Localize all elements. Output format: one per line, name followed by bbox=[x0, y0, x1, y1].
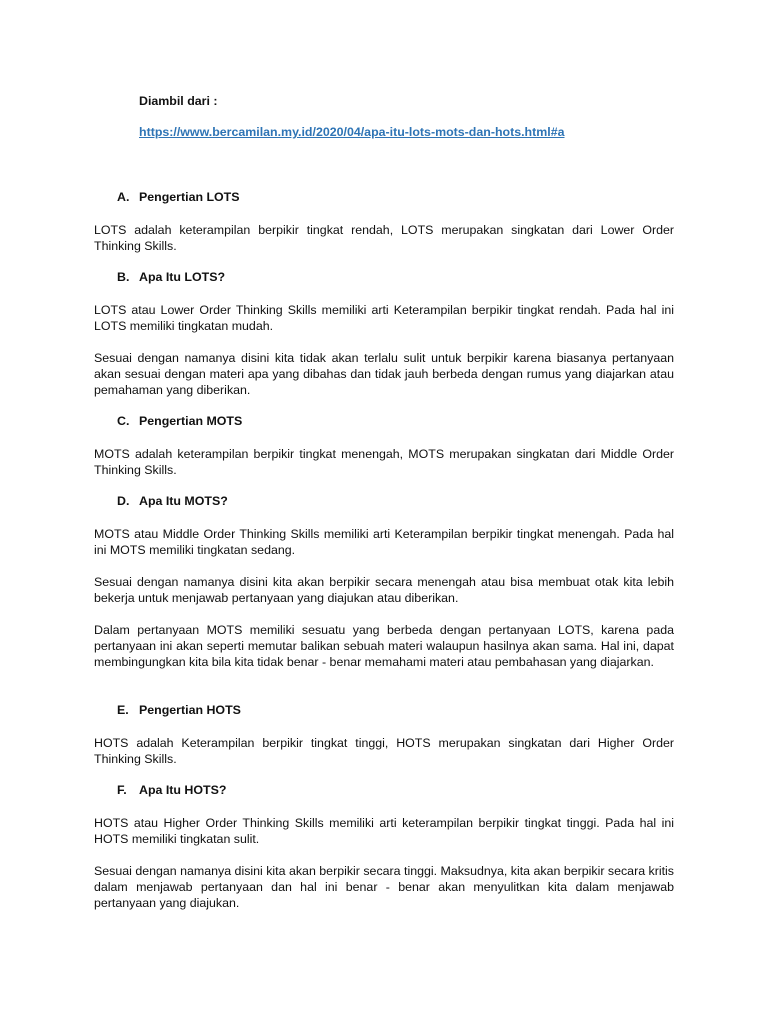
section-title: Apa Itu MOTS? bbox=[139, 494, 228, 508]
paragraph: MOTS atau Middle Order Thinking Skills memiliki arti Keterampilan berpikir tingkat menengah. Pada hal ini MOTS memiliki tingkatan sedang. bbox=[94, 527, 674, 557]
section-title: Pengertian HOTS bbox=[139, 703, 241, 717]
paragraph: MOTS adalah keterampilan berpikir tingkat menengah, MOTS merupakan singkatan dari Middle Order Thinking Skills. bbox=[94, 447, 674, 477]
section-letter: A. bbox=[117, 190, 130, 204]
section-heading-f bbox=[117, 783, 226, 797]
paragraph: Sesuai dengan namanya disini kita tidak akan terlalu sulit untuk berpikir karena biasanya pertanyaan akan sesuai dengan materi apa yang dibahas dan tidak jauh berbeda dengan rumus yang diajarkan atau pemahaman yang diberikan. bbox=[94, 351, 674, 397]
section-letter: C. bbox=[117, 414, 130, 428]
section-title: Apa Itu HOTS? bbox=[139, 783, 227, 797]
section-letter: D. bbox=[117, 494, 130, 508]
paragraph: HOTS atau Higher Order Thinking Skills memiliki arti keterampilan berpikir tingkat tinggi. Pada hal ini HOTS memiliki tingkatan sulit. bbox=[94, 816, 674, 846]
section-letter: E. bbox=[117, 703, 129, 717]
section-title: Pengertian LOTS bbox=[139, 190, 240, 204]
paragraph: HOTS adalah Keterampilan berpikir tingkat tinggi, HOTS merupakan singkatan dari Higher Order Thinking Skills. bbox=[94, 736, 674, 766]
section-heading-a bbox=[117, 190, 240, 204]
section-letter: F. bbox=[117, 783, 127, 797]
section-title: Pengertian MOTS bbox=[139, 414, 243, 428]
source-label: Diambil dari : bbox=[139, 94, 218, 108]
paragraph: LOTS atau Lower Order Thinking Skills memiliki arti Keterampilan berpikir tingkat rendah. Pada hal ini LOTS memiliki tingkatan mudah. bbox=[94, 303, 674, 333]
paragraph: LOTS adalah keterampilan berpikir tingkat rendah, LOTS merupakan singkatan dari Lower Order Thinking Skills. bbox=[94, 223, 674, 253]
section-heading-d bbox=[117, 494, 228, 508]
section-letter: B. bbox=[117, 270, 130, 284]
section-title: Apa Itu LOTS? bbox=[139, 270, 226, 284]
paragraph: Dalam pertanyaan MOTS memiliki sesuatu yang berbeda dengan pertanyaan LOTS, karena pada pertanyaan ini akan seperti memutar balikan sebuah materi walaupun hasilnya akan sama. Hal ini, dapat membingungkan kita bila kita tidak benar - benar memahami materi atau pembahasan yang diajarkan. bbox=[94, 623, 674, 669]
section-heading-c bbox=[117, 414, 242, 428]
paragraph: Sesuai dengan namanya disini kita akan berpikir secara menengah atau bisa membuat otak kita lebih bekerja untuk menjawab pertanyaan yang diajukan atau diberikan. bbox=[94, 575, 674, 605]
source-link[interactable]: https://www.bercamilan.my.id/2020/04/apa-itu-lots-mots-dan-hots.html#a bbox=[139, 125, 565, 139]
paragraph: Sesuai dengan namanya disini kita akan berpikir secara tinggi. Maksudnya, kita akan berpikir secara kritis dalam menjawab pertanyaan dan hal ini benar - benar akan menyulitkan kita dalam menjawab pertanyaan yang diajukan. bbox=[94, 864, 674, 910]
section-heading-b bbox=[117, 270, 225, 284]
section-heading-e bbox=[117, 703, 241, 717]
